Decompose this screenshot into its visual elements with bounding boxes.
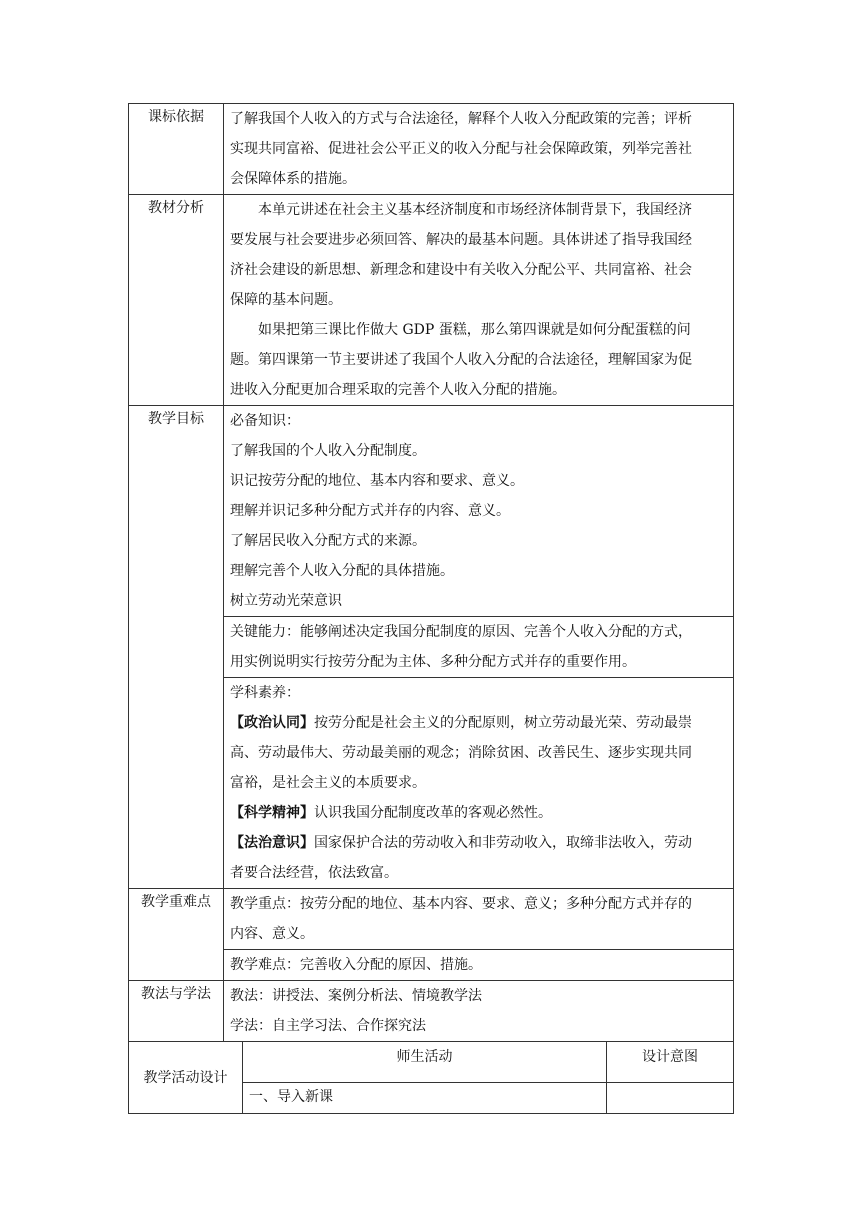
text-span: 认识我国分配制度改革的客观必然性。	[314, 805, 552, 821]
content-textbook-analysis	[224, 195, 734, 406]
text-line: 学科素养：	[230, 685, 300, 701]
text-line	[230, 798, 728, 828]
text-line: 如果把第三课比作做大 GDP 蛋糕，那么第四课就是如何分配蛋糕的问	[258, 322, 691, 338]
political-identity-tag: 【政治认同】	[230, 715, 314, 731]
lesson-plan-table	[128, 103, 734, 1042]
activity-design-table	[128, 1041, 734, 1114]
text-span: 按劳分配是社会主义的分配原则，树立劳动最光荣、劳动最崇	[314, 715, 692, 731]
text-line: 富裕，是社会主义的本质要求。	[230, 775, 426, 791]
text-line: 理解并识记多种分配方式并存的内容、意义。	[230, 503, 510, 519]
cell-intro-intent	[607, 1083, 734, 1114]
content-key-ability	[224, 617, 734, 678]
scientific-spirit-tag: 【科学精神】	[230, 805, 314, 821]
text-line: 了解我国个人收入的方式与合法途径，解释个人收入分配政策的完善；评析	[230, 111, 692, 127]
text-line: 济社会建设的新思想、新理念和建设中有关收入分配公平、共同富裕、社会	[230, 262, 692, 278]
text-line: 必备知识：	[230, 413, 300, 429]
content-curriculum-basis	[224, 104, 734, 195]
text-line: 教学难点：完善收入分配的原因、措施。	[230, 957, 482, 973]
text-line	[230, 708, 728, 738]
text-line: 识记按劳分配的地位、基本内容和要求、意义。	[230, 473, 524, 489]
row-teaching-objectives-knowledge	[129, 406, 734, 617]
text-line: 实现共同富裕、促进社会公平正义的收入分配与社会保障政策，列举完善社	[230, 141, 692, 157]
text-line: 用实例说明实行按劳分配为主体、多种分配方式并存的重要作用。	[230, 654, 636, 670]
text-line: 树立劳动光荣意识	[230, 593, 342, 609]
lesson-plan	[128, 103, 733, 1114]
row-key-points	[129, 889, 734, 950]
text-line: 关键能力：能够阐述决定我国分配制度的原因、完善个人收入分配的方式，	[230, 624, 692, 640]
content-difficult-points	[224, 950, 734, 981]
text-line: 了解我国的个人收入分配制度。	[230, 443, 426, 459]
rule-of-law-tag: 【法治意识】	[230, 835, 314, 851]
text-line: 内容、意义。	[230, 926, 314, 942]
row-curriculum-basis	[129, 104, 734, 195]
text-line: 教学重点：按劳分配的地位、基本内容、要求、意义；多种分配方式并存的	[230, 896, 692, 912]
text-span: 国家保护合法的劳动收入和非劳动收入，取缔非法收入，劳动	[314, 835, 692, 851]
content-key-points	[224, 889, 734, 950]
label-curriculum-basis: 课标依据	[129, 104, 224, 195]
row-textbook-analysis	[129, 195, 734, 406]
column-header-design-intent: 设计意图	[607, 1042, 734, 1083]
label-textbook-analysis: 教材分析	[129, 195, 224, 406]
row-activity-header	[129, 1042, 734, 1083]
content-methods	[224, 981, 734, 1042]
text-line: 者要合法经营，依法致富。	[230, 865, 398, 881]
label-activity-design: 教学活动设计	[129, 1042, 243, 1114]
text-line: 了解居民收入分配方式的来源。	[230, 533, 426, 549]
row-methods	[129, 981, 734, 1042]
text-line: 学法：自主学习法、合作探究法	[230, 1018, 426, 1034]
text-line: 教法：讲授法、案例分析法、情境教学法	[230, 988, 482, 1004]
text-line: 保障的基本问题。	[230, 292, 342, 308]
text-line: 进收入分配更加合理采取的完善个人收入分配的措施。	[230, 382, 566, 398]
text-line: 理解完善个人收入分配的具体措施。	[230, 563, 454, 579]
text-line: 会保障体系的措施。	[230, 171, 356, 187]
label-methods: 教法与学法	[129, 981, 224, 1042]
cell-intro-section: 一、导入新课	[243, 1083, 607, 1114]
content-essential-knowledge	[224, 406, 734, 617]
text-line	[230, 828, 728, 858]
text-line: 本单元讲述在社会主义基本经济制度和市场经济体制背景下，我国经济	[258, 202, 692, 218]
column-header-activities: 师生活动	[243, 1042, 607, 1083]
text-line: 高、劳动最伟大、劳动最美丽的观念；消除贫困、改善民生、逐步实现共同	[230, 745, 692, 761]
text-line: 题。第四课第一节主要讲述了我国个人收入分配的合法途径，理解国家为促	[230, 352, 692, 368]
text-line: 要发展与社会要进步必须回答、解决的最基本问题。具体讲述了指导我国经	[230, 232, 692, 248]
content-subject-literacy	[224, 678, 734, 889]
label-key-difficult-points: 教学重难点	[129, 889, 224, 981]
label-teaching-objectives: 教学目标	[129, 406, 224, 889]
